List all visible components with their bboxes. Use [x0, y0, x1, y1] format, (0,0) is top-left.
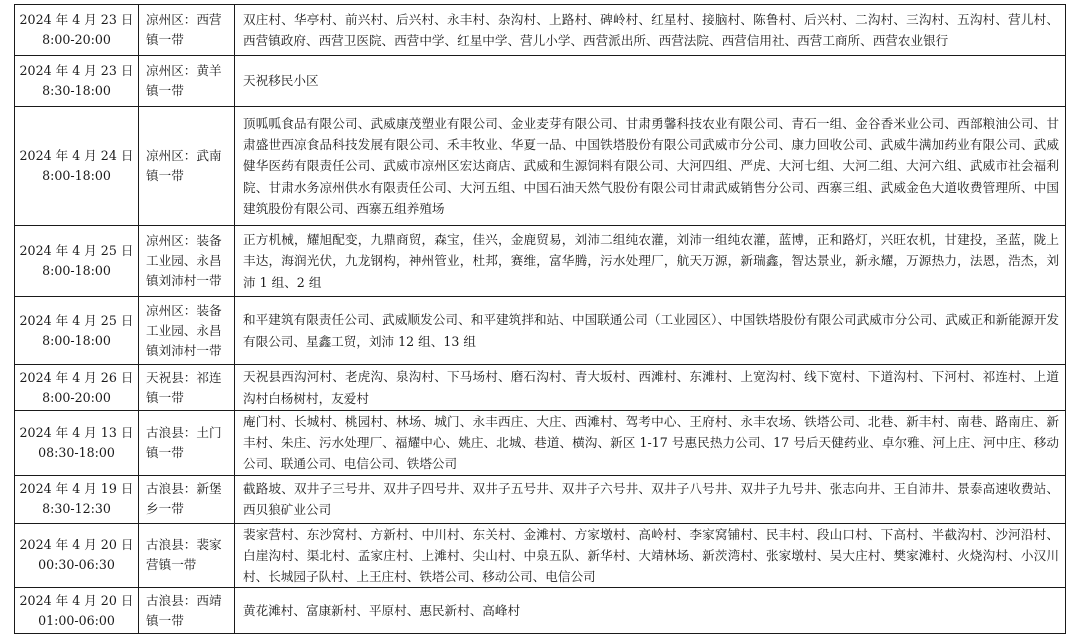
area-cell [139, 411, 235, 476]
area-text: 工业园、永昌 [146, 253, 222, 268]
time-range-text: 8:00-20:00 [42, 32, 111, 47]
scope-cell: 和平建筑有限责任公司、武威顺发公司、和平建筑拌和站、中国联通公司（工业园区）、中国铁塔股份有限公司武威市分公司、武威正和新能源开发有限公司、星鑫工贸，刘沛 12 组、13 组 [235, 297, 1066, 365]
time-range-text: 8:00-18:00 [42, 332, 111, 348]
area-text: 镇一带 [146, 168, 184, 183]
time-cell [15, 5, 139, 56]
table-row [15, 56, 1066, 107]
area-text: 凉州区：装备 [146, 233, 222, 248]
area-text: 凉州区：装备 [146, 302, 222, 318]
area-cell [139, 107, 235, 226]
area-text: 镇刘沛村一带 [146, 273, 222, 288]
area-text: 镇一带 [146, 444, 184, 460]
area-text: 镇一带 [146, 83, 184, 98]
scope-cell: 裴家营村、东沙窝村、方新村、中川村、东关村、金滩村、方家墩村、高岭村、李家窝铺村、民丰村、段山口村、下高村、半截沟村、沙河沿村、白崖沟村、渠北村、孟家庄村、上滩村、尖山村、中泉五队、新华村、大靖林场、新茨湾村、张家墩村、吴大庄村、樊家滩村、火烧沟村、小汉川村、长城园子队村、上王庄村、铁塔公司、移动公司、电信公司 [235, 523, 1066, 588]
date-text: 2024 年 4 月 20 日 [19, 537, 134, 553]
scope-cell: 截路坡、双井子三号井、双井子四号井、双井子五号井、双井子六号井、双井子八号井、双井子九号井、张志向井、王自沛井、景泰高速收费站、西贝狼矿业公司 [235, 475, 1066, 523]
scope-cell: 天祝县西沟河村、老虎沟、泉沟村、下马场村、磨石沟村、青大坂村、西滩村、东滩村、上宽沟村、线下宽村、下道沟村、下河村、祁连村、上道沟村白杨树村，友爱村 [235, 365, 1066, 411]
scope-cell: 黄花滩村、富康新村、平原村、惠民新村、高峰村 [235, 588, 1066, 634]
area-text: 镇一带 [146, 612, 184, 628]
table-row [15, 411, 1066, 476]
scope-cell: 顶呱呱食品有限公司、武威康茂塑业有限公司、金业麦芽有限公司、甘肃勇馨科技农业有限公司、青石一组、金谷香米业公司、西部粮油公司、甘肃盛世西凉食品科技发展有限公司、禾丰牧业、华夏一品、中国铁塔股份有限公司武威市分公司、康力回收公司、武威牛满加药业有限公司、武威健华医药有限责任公司、武威市凉州区宏达商店、武威和生源饲料有限公司、大河四组、严虎、大河七组、大河二组、大河六组、武威市社会福利院、甘肃水务凉州供水有限责任公司、大河五组、中国石油天然气股份有限公司甘肃武威销售分公司、西寨三组、武威金色大道收费管理所、中国建筑股份有限公司、西寨五组养殖场 [235, 107, 1066, 226]
date-text: 2024 年 4 月 19 日 [19, 481, 134, 497]
area-text: 古浪县：西靖 [146, 592, 222, 608]
time-range-text: 01:00-06:00 [38, 612, 115, 628]
time-cell [15, 588, 139, 634]
area-cell [139, 297, 235, 365]
date-text: 2024 年 4 月 25 日 [19, 243, 134, 258]
date-text: 2024 年 4 月 24 日 [19, 148, 134, 163]
date-text: 2024 年 4 月 25 日 [19, 312, 134, 328]
date-text: 2024 年 4 月 13 日 [19, 424, 134, 440]
scope-cell: 天祝移民小区 [235, 56, 1066, 107]
time-range-text: 8:00-20:00 [42, 389, 111, 405]
date-text: 2024 年 4 月 26 日 [19, 369, 134, 385]
scope-cell: 庵门村、长城村、桃园村、林场、城门、永丰西庄、大庄、西滩村、驾考中心、王府村、永丰农场、铁塔公司、北巷、新丰村、南巷、路南庄、新丰村、朱庄、污水处理厂、福耀中心、姚庄、北城、巷道、横沟、新区 1-17 号惠民热力公司、17 号后天健药业、卓尔雅、河上庄、河中庄、移动公司、联通公司、电信公司、铁塔公司 [235, 411, 1066, 476]
area-text: 镇一带 [146, 389, 184, 405]
area-text: 镇刘沛村一带 [146, 342, 222, 358]
area-cell [139, 56, 235, 107]
area-cell [139, 5, 235, 56]
time-cell [15, 107, 139, 226]
scope-cell: 双庄村、华亭村、前兴村、后兴村、永丰村、杂沟村、上路村、碑岭村、红星村、接脑村、陈鲁村、后兴村、二沟村、三沟村、五沟村、营儿村、西营镇政府、西营卫医院、西营中学、红星中学、营儿小学、西营派出所、西营法院、西营信用社、西营工商所、西营农业银行 [235, 5, 1066, 56]
time-cell [15, 411, 139, 476]
area-cell [139, 475, 235, 523]
time-cell [15, 297, 139, 365]
time-range-text: 00:30-06:30 [38, 557, 115, 573]
table-row [15, 5, 1066, 56]
outage-schedule-table [14, 4, 1066, 634]
area-text: 古浪县：土门 [146, 424, 222, 440]
area-cell [139, 365, 235, 411]
time-cell [15, 56, 139, 107]
area-text: 天祝县：祁连 [146, 369, 222, 385]
area-text: 古浪县：新堡 [146, 481, 222, 497]
date-text: 2024 年 4 月 23 日 [19, 12, 134, 27]
time-range-text: 8:30-12:30 [42, 501, 111, 517]
scope-cell: 正方机械，耀旭配变，九鼎商贸，森宝，佳兴，金鹿贸易，刘沛二组纯农灌，刘沛一组纯农灌，蓝博，正和路灯，兴旺农机，甘建投，圣蓝，陇上丰达，海润光伏，九龙钢构，神州管业，杜邦，赛维，富华腾，污水处理厂，航天万源，新瑞鑫，智达景业，新永耀，万源热力，法恩，浩杰，刘沛 1 组、2 组 [235, 226, 1066, 297]
time-range-text: 8:30-18:00 [42, 83, 111, 98]
area-text: 工业园、永昌 [146, 322, 222, 338]
area-cell [139, 226, 235, 297]
time-cell [15, 226, 139, 297]
area-text: 营镇一带 [146, 557, 197, 573]
table-row [15, 297, 1066, 365]
table-row [15, 226, 1066, 297]
area-text: 凉州区：黄羊 [146, 63, 222, 78]
time-cell [15, 365, 139, 411]
area-text: 凉州区：西营 [146, 12, 222, 27]
area-text: 古浪县：裴家 [146, 537, 222, 553]
table-row [15, 475, 1066, 523]
table-row [15, 523, 1066, 588]
table-row [15, 365, 1066, 411]
date-text: 2024 年 4 月 23 日 [19, 63, 134, 78]
area-cell [139, 588, 235, 634]
time-range-text: 08:30-18:00 [38, 444, 115, 460]
time-cell [15, 523, 139, 588]
area-cell [139, 523, 235, 588]
time-range-text: 8:00-18:00 [42, 263, 111, 278]
area-text: 镇一带 [146, 32, 184, 47]
time-range-text: 8:00-18:00 [42, 168, 111, 183]
table-row [15, 107, 1066, 226]
area-text: 凉州区：武南 [146, 148, 222, 163]
time-cell [15, 475, 139, 523]
date-text: 2024 年 4 月 20 日 [19, 592, 134, 608]
table-row [15, 588, 1066, 634]
area-text: 乡一带 [146, 501, 184, 517]
